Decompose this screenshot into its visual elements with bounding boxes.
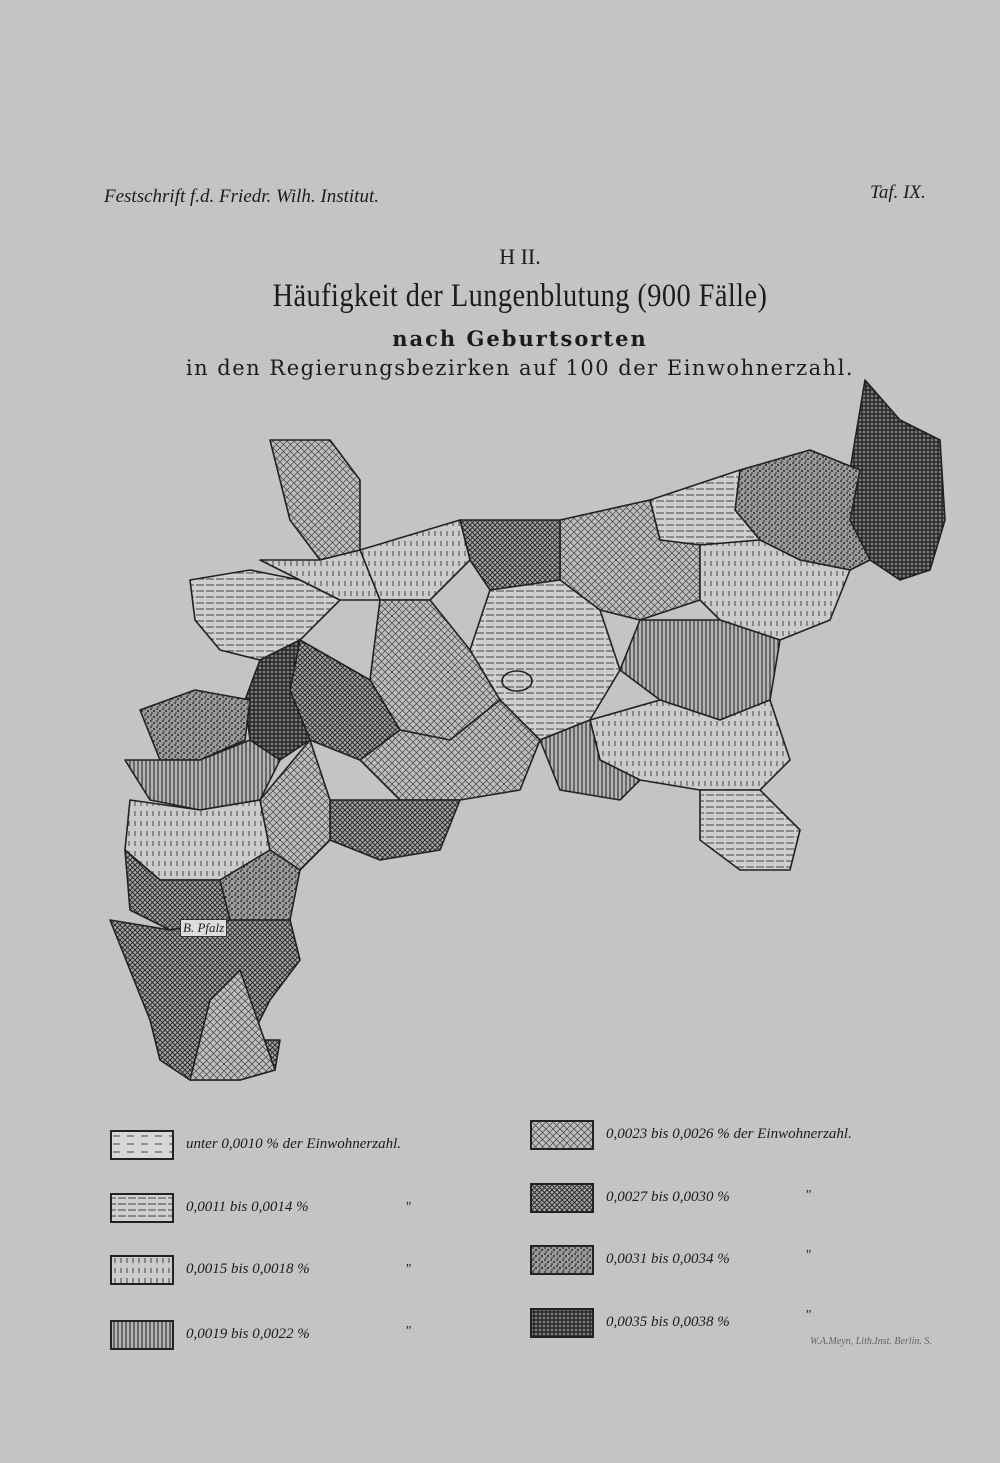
legend-swatch xyxy=(110,1255,174,1285)
legend-ditto: " xyxy=(805,1188,811,1203)
map-subtitle-2: in den Regierungsbezirken auf 100 der Einwohnerzahl. xyxy=(185,356,855,380)
legend-ditto: " xyxy=(405,1200,411,1215)
region-schleswig xyxy=(270,440,360,560)
legend-swatch xyxy=(530,1120,594,1150)
legend-ditto: " xyxy=(405,1262,411,1277)
legend-label: 0,0011 bis 0,0014 % xyxy=(186,1199,309,1215)
legend-swatch xyxy=(110,1130,174,1160)
plate-number: Taf. IX. xyxy=(870,182,926,203)
legend-label: 0,0035 bis 0,0038 % xyxy=(606,1314,730,1330)
legend-swatch xyxy=(530,1308,594,1338)
map-subtitle: nach Geburtsorten xyxy=(392,326,648,351)
region-berlin xyxy=(502,671,532,691)
map-title: Häufigkeit der Lungenblutung (900 Fälle) xyxy=(272,278,768,314)
legend-ditto: " xyxy=(805,1308,811,1323)
legend-swatch xyxy=(530,1245,594,1275)
legend-label: 0,0019 bis 0,0022 % xyxy=(186,1326,310,1342)
legend-label: unter 0,0010 % der Einwohnerzahl. xyxy=(186,1136,401,1152)
legend-label: 0,0031 bis 0,0034 % xyxy=(606,1251,730,1267)
legend-label: 0,0015 bis 0,0018 % xyxy=(186,1261,310,1277)
legend-swatch xyxy=(110,1193,174,1223)
legend-ditto: " xyxy=(405,1324,411,1339)
region-stettin xyxy=(360,520,470,600)
legend-ditto: " xyxy=(805,1248,811,1263)
region-oppeln xyxy=(700,790,800,870)
lithographer-imprint: W.A.Meyn, Lith.Inst. Berlin. S. xyxy=(810,1336,932,1347)
region-erfurt xyxy=(330,800,460,860)
header-publication: Festschrift f.d. Friedr. Wilh. Institut. xyxy=(104,186,379,207)
legend-swatch xyxy=(530,1183,594,1213)
map-code: H II. xyxy=(499,244,541,269)
legend-swatch xyxy=(110,1320,174,1350)
legend-label: 0,0027 bis 0,0030 % xyxy=(606,1189,730,1205)
legend-label: 0,0023 bis 0,0026 % der Einwohnerzahl. xyxy=(606,1126,852,1142)
region-label-pfalz: B. Pfalz xyxy=(180,919,227,937)
